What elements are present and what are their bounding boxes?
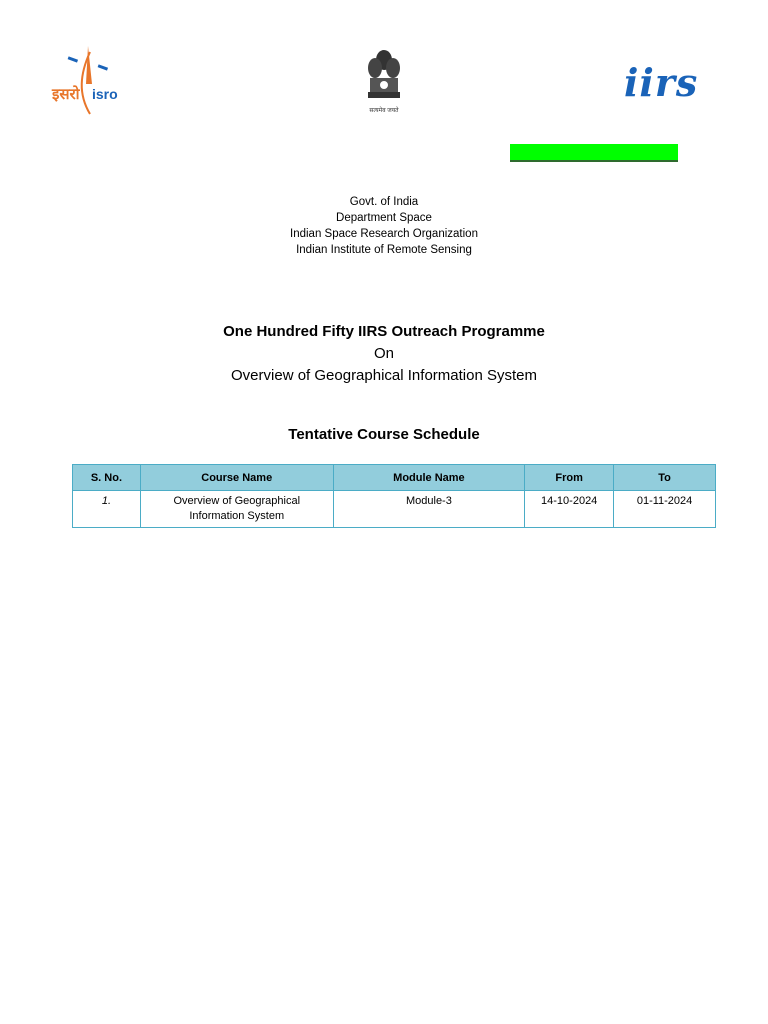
table-row xyxy=(73,491,716,528)
course-name-line2: Information System xyxy=(189,510,285,522)
header-course-name: Course Name xyxy=(140,465,333,491)
svg-text:सत्यमेव जयते: सत्यमेव जयते xyxy=(369,108,399,114)
cell-from-date: 14-10-2024 xyxy=(525,491,614,528)
iirs-logo: iirs xyxy=(624,60,699,105)
org-line-isro: Indian Space Research Organization xyxy=(290,228,478,240)
schedule-heading: Tentative Course Schedule xyxy=(288,426,480,443)
organization-header xyxy=(0,194,768,258)
org-line-govt: Govt. of India xyxy=(349,196,419,208)
isro-hindi-text: इसरो xyxy=(52,86,80,103)
course-name-line1: Overview of Geographical xyxy=(173,495,301,507)
national-emblem xyxy=(362,44,406,118)
header-from: From xyxy=(525,465,614,491)
cell-to-date: 01-11-2024 xyxy=(614,491,716,528)
highlight-bar xyxy=(510,144,678,162)
org-line-iirs: Indian Institute of Remote Sensing xyxy=(296,244,472,256)
isro-english-text: isro xyxy=(92,86,118,102)
programme-title xyxy=(0,321,768,387)
isro-logo xyxy=(50,44,130,118)
cell-module-name: Module-3 xyxy=(333,491,525,528)
header-sno: S. No. xyxy=(73,465,141,491)
programme-on: On xyxy=(373,345,394,362)
cell-course-name xyxy=(140,491,333,528)
schedule-table xyxy=(72,464,716,528)
table-header-row xyxy=(73,465,716,491)
org-line-department: Department Space xyxy=(336,212,432,224)
programme-name: One Hundred Fifty IIRS Outreach Programme xyxy=(223,323,545,340)
programme-topic: Overview of Geographical Information System xyxy=(231,367,537,384)
header-module-name: Module Name xyxy=(333,465,525,491)
header-to: To xyxy=(614,465,716,491)
cell-sno: 1. xyxy=(73,491,141,528)
